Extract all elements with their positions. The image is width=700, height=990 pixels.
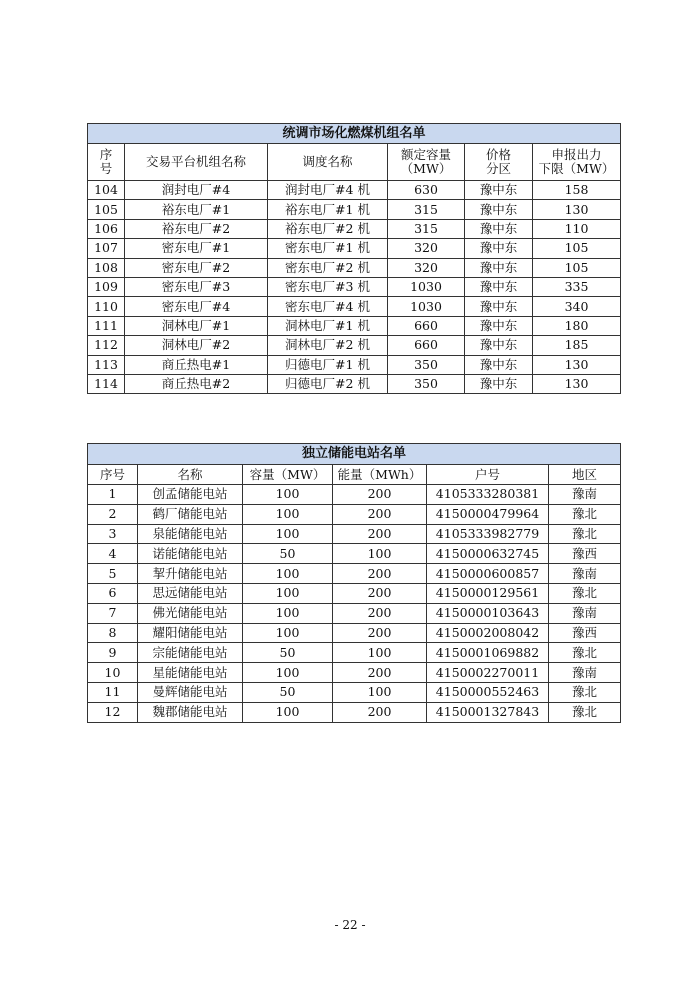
table-cell: 108	[88, 258, 125, 277]
table-cell: 2	[88, 504, 138, 524]
table-cell: 曼辉储能电站	[138, 682, 243, 702]
table-cell: 107	[88, 239, 125, 258]
table-row	[88, 336, 621, 355]
table-cell: 335	[533, 277, 621, 296]
table-row	[88, 485, 621, 505]
table-title: 统调市场化燃煤机组名单	[88, 124, 621, 144]
table-cell: 4150000552463	[427, 682, 549, 702]
column-header: 序 号	[88, 144, 125, 181]
table-cell: 密东电厂#4	[125, 297, 268, 316]
table-cell: 7	[88, 603, 138, 623]
table-cell: 100	[243, 485, 333, 505]
table-cell: 110	[533, 219, 621, 238]
table-row	[88, 603, 621, 623]
table-row	[88, 583, 621, 603]
table-row	[88, 524, 621, 544]
table-row	[88, 663, 621, 683]
storage-stations-table	[87, 443, 621, 723]
table-cell: 豫中东	[465, 297, 533, 316]
table-row	[88, 643, 621, 663]
column-header: 地区	[549, 465, 621, 485]
table-cell: 润封电厂#4	[125, 181, 268, 200]
table-cell: 100	[243, 524, 333, 544]
column-header: 能量（MWh）	[333, 465, 427, 485]
table-cell: 归德电厂#1 机	[268, 355, 388, 374]
header-row	[88, 465, 621, 485]
table-row	[88, 623, 621, 643]
table-row	[88, 544, 621, 564]
table-cell: 豫中东	[465, 219, 533, 238]
table-row	[88, 258, 621, 277]
column-header: 序号	[88, 465, 138, 485]
table-cell: 315	[388, 219, 465, 238]
table-cell: 200	[333, 504, 427, 524]
table-cell: 320	[388, 258, 465, 277]
table-cell: 豫中东	[465, 374, 533, 393]
table-cell: 100	[243, 504, 333, 524]
table-cell: 密东电厂#3 机	[268, 277, 388, 296]
table-cell: 密东电厂#1	[125, 239, 268, 258]
table-cell: 10	[88, 663, 138, 683]
table-cell: 350	[388, 374, 465, 393]
table-cell: 100	[243, 623, 333, 643]
table-cell: 660	[388, 336, 465, 355]
table-cell: 1030	[388, 277, 465, 296]
table-cell: 4150001069882	[427, 643, 549, 663]
table-cell: 200	[333, 564, 427, 584]
table-cell: 100	[243, 583, 333, 603]
table-cell: 星能储能电站	[138, 663, 243, 683]
table-cell: 106	[88, 219, 125, 238]
table-cell: 100	[333, 544, 427, 564]
table-cell: 109	[88, 277, 125, 296]
table-title: 独立储能电站名单	[88, 444, 621, 465]
table-cell: 200	[333, 702, 427, 722]
table-cell: 50	[243, 682, 333, 702]
table-cell: 200	[333, 663, 427, 683]
table-cell: 豫南	[549, 663, 621, 683]
table-cell: 130	[533, 355, 621, 374]
table-cell: 豫北	[549, 682, 621, 702]
table-cell: 豫中东	[465, 277, 533, 296]
table-cell: 诺能储能电站	[138, 544, 243, 564]
table-cell: 114	[88, 374, 125, 393]
table-cell: 豫西	[549, 544, 621, 564]
table-cell: 4150000632745	[427, 544, 549, 564]
table-cell: 豫南	[549, 603, 621, 623]
table-cell: 5	[88, 564, 138, 584]
table-cell: 100	[243, 564, 333, 584]
table-row	[88, 297, 621, 316]
table-cell: 豫中东	[465, 200, 533, 219]
table-cell: 105	[533, 239, 621, 258]
table-cell: 130	[533, 374, 621, 393]
table-cell: 4	[88, 544, 138, 564]
table-cell: 100	[243, 603, 333, 623]
table-cell: 豫中东	[465, 336, 533, 355]
table-cell: 12	[88, 702, 138, 722]
table-cell: 裕东电厂#2	[125, 219, 268, 238]
table-row	[88, 200, 621, 219]
table-cell: 豫北	[549, 504, 621, 524]
table-cell: 商丘热电#1	[125, 355, 268, 374]
table-cell: 315	[388, 200, 465, 219]
table-cell: 豫北	[549, 583, 621, 603]
table-cell: 340	[533, 297, 621, 316]
table-cell: 350	[388, 355, 465, 374]
table-row	[88, 239, 621, 258]
table-row	[88, 702, 621, 722]
table-cell: 豫北	[549, 643, 621, 663]
table-cell: 200	[333, 583, 427, 603]
table-cell: 100	[333, 682, 427, 702]
page-number: - 22 -	[334, 918, 366, 932]
table-cell: 6	[88, 583, 138, 603]
table-row	[88, 355, 621, 374]
column-header: 价格 分区	[465, 144, 533, 181]
table-cell: 112	[88, 336, 125, 355]
table-cell: 50	[243, 643, 333, 663]
table-cell: 泉能储能电站	[138, 524, 243, 544]
table-cell: 4150002270011	[427, 663, 549, 683]
table-cell: 耀阳储能电站	[138, 623, 243, 643]
table-cell: 豫西	[549, 623, 621, 643]
table-cell: 创孟储能电站	[138, 485, 243, 505]
table-row	[88, 564, 621, 584]
coal-units-table	[87, 123, 621, 394]
table-row	[88, 374, 621, 393]
table-cell: 200	[333, 603, 427, 623]
table-cell: 豫北	[549, 702, 621, 722]
table-cell: 3	[88, 524, 138, 544]
table-cell: 111	[88, 316, 125, 335]
table-cell: 豫中东	[465, 316, 533, 335]
column-header: 交易平台机组名称	[125, 144, 268, 181]
table-cell: 105	[533, 258, 621, 277]
table-cell: 158	[533, 181, 621, 200]
table-cell: 200	[333, 485, 427, 505]
column-header: 名称	[138, 465, 243, 485]
table-cell: 4105333982779	[427, 524, 549, 544]
table-row	[88, 316, 621, 335]
table-cell: 4150000129561	[427, 583, 549, 603]
table-cell: 100	[333, 643, 427, 663]
table-cell: 130	[533, 200, 621, 219]
table-cell: 佛光储能电站	[138, 603, 243, 623]
table-cell: 宗能储能电站	[138, 643, 243, 663]
table-cell: 润封电厂#4 机	[268, 181, 388, 200]
table-cell: 100	[243, 702, 333, 722]
table-cell: 密东电厂#2	[125, 258, 268, 277]
table-cell: 思远储能电站	[138, 583, 243, 603]
table-cell: 密东电厂#1 机	[268, 239, 388, 258]
table-cell: 4150000600857	[427, 564, 549, 584]
table-cell: 豫中东	[465, 258, 533, 277]
header-row	[88, 144, 621, 181]
table-cell: 200	[333, 524, 427, 544]
table-cell: 8	[88, 623, 138, 643]
column-header: 容量（MW）	[243, 465, 333, 485]
table-cell: 洞林电厂#2 机	[268, 336, 388, 355]
table-row	[88, 682, 621, 702]
table-cell: 商丘热电#2	[125, 374, 268, 393]
table-cell: 豫南	[549, 485, 621, 505]
table-cell: 50	[243, 544, 333, 564]
column-header: 调度名称	[268, 144, 388, 181]
table-cell: 110	[88, 297, 125, 316]
column-header: 户号	[427, 465, 549, 485]
table-cell: 豫中东	[465, 355, 533, 374]
table-cell: 豫中东	[465, 181, 533, 200]
table-cell: 挈升储能电站	[138, 564, 243, 584]
table-cell: 4105333280381	[427, 485, 549, 505]
table-row	[88, 219, 621, 238]
table-cell: 裕东电厂#1 机	[268, 200, 388, 219]
table-cell: 洞林电厂#1 机	[268, 316, 388, 335]
table-cell: 豫南	[549, 564, 621, 584]
column-header: 额定容量 （MW）	[388, 144, 465, 181]
table-cell: 4150000103643	[427, 603, 549, 623]
table-cell: 4150002008042	[427, 623, 549, 643]
table-cell: 洞林电厂#2	[125, 336, 268, 355]
table-cell: 113	[88, 355, 125, 374]
table-cell: 100	[243, 663, 333, 683]
table-cell: 660	[388, 316, 465, 335]
column-header: 申报出力 下限（MW）	[533, 144, 621, 181]
table-cell: 裕东电厂#1	[125, 200, 268, 219]
table-cell: 豫北	[549, 524, 621, 544]
table-cell: 200	[333, 623, 427, 643]
table-cell: 9	[88, 643, 138, 663]
table-row	[88, 277, 621, 296]
table-cell: 密东电厂#4 机	[268, 297, 388, 316]
table-cell: 密东电厂#2 机	[268, 258, 388, 277]
table-cell: 洞林电厂#1	[125, 316, 268, 335]
table-cell: 魏郡储能电站	[138, 702, 243, 722]
table-cell: 185	[533, 336, 621, 355]
table-cell: 1030	[388, 297, 465, 316]
table-cell: 104	[88, 181, 125, 200]
table-row	[88, 181, 621, 200]
table-cell: 630	[388, 181, 465, 200]
table-row	[88, 504, 621, 524]
table-cell: 裕东电厂#2 机	[268, 219, 388, 238]
table-cell: 105	[88, 200, 125, 219]
table-cell: 1	[88, 485, 138, 505]
table-cell: 320	[388, 239, 465, 258]
table-cell: 鹤厂储能电站	[138, 504, 243, 524]
table-cell: 归德电厂#2 机	[268, 374, 388, 393]
table-cell: 180	[533, 316, 621, 335]
table-cell: 4150001327843	[427, 702, 549, 722]
table-cell: 4150000479964	[427, 504, 549, 524]
table-cell: 豫中东	[465, 239, 533, 258]
table-cell: 密东电厂#3	[125, 277, 268, 296]
table-cell: 11	[88, 682, 138, 702]
